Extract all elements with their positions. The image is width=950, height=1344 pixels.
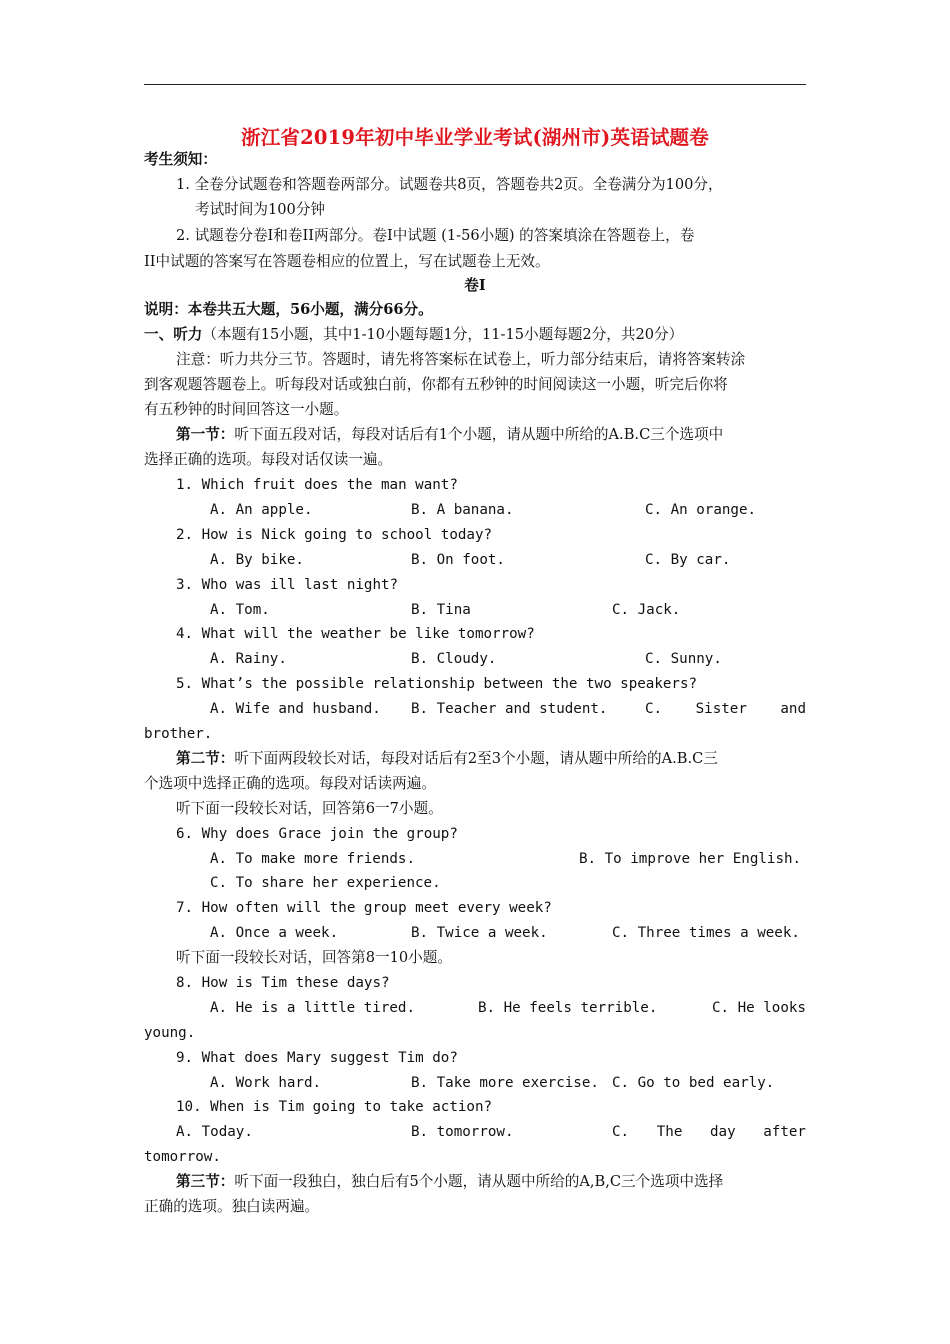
- question-4: 4. What will the weather be like tomorrow?: [176, 626, 535, 642]
- notice-heading: 考生须知：: [144, 151, 217, 168]
- notice-item-2: 2. 试题卷分卷Ⅰ和卷II两部分。卷Ⅰ中试题 (1-56小题) 的答案填涂在答题卷上，卷: [176, 227, 695, 244]
- q8-option-a: A. He is a little tired.: [210, 1000, 415, 1016]
- top-rule: [144, 84, 806, 85]
- section-2-intro-1: 听下面一段较长对话，回答第6一7小题。: [176, 800, 443, 817]
- section-3-label: 第三节：: [176, 1173, 235, 1190]
- q10-option-c-letter: C.: [612, 1124, 630, 1140]
- volume-explain: 说明：本卷共五大题，56小题，满分66分。: [144, 301, 433, 318]
- section-3-text: 听下面一段独白，独白后有5个小题，请从题中所给的A,B,C三个选项中选择: [234, 1173, 724, 1190]
- q5-option-c-word-2: and: [780, 701, 806, 717]
- q10-option-c-wrap: tomorrow.: [144, 1149, 221, 1165]
- q5-option-c-word-1: Sister: [695, 701, 747, 717]
- q4-option-c: C. Sunny.: [645, 651, 722, 667]
- q10-option-c-word-1: The: [656, 1124, 683, 1140]
- section-2-instruction-cont: 个选项中选择正确的选项。每段对话读两遍。: [144, 775, 436, 792]
- question-1: 1. Which fruit does the man want?: [176, 477, 458, 493]
- q9-option-c: C. Go to bed early.: [612, 1075, 775, 1091]
- section-3-instruction-cont: 正确的选项。独白读两遍。: [144, 1198, 320, 1215]
- q8-option-c: C. He looks: [712, 1000, 806, 1016]
- q8-option-b: B. He feels terrible.: [478, 1000, 658, 1016]
- q10-option-a: A. Today.: [176, 1124, 253, 1140]
- q10-option-c: [612, 1122, 806, 1142]
- q7-option-c: C. Three times a week.: [612, 925, 800, 941]
- q5-option-c: [645, 699, 806, 719]
- listening-attention-end: 有五秒钟的时间回答这一小题。: [144, 401, 349, 418]
- section-3-instruction: [176, 1172, 723, 1192]
- section-2-instruction: [176, 749, 718, 769]
- question-3: 3. Who was ill last night?: [176, 577, 399, 593]
- listening-attention: 注意：听力共分三节。答题时，请先将答案标在试卷上，听力部分结束后，请将答案转涂: [176, 351, 746, 368]
- q1-option-a: A. An apple.: [210, 502, 313, 518]
- q7-option-b: B. Twice a week.: [411, 925, 548, 941]
- q9-option-a: A. Work hard.: [210, 1075, 322, 1091]
- q9-option-b: B. Take more exercise.: [411, 1075, 599, 1091]
- question-10: 10. When is Tim going to take action?: [176, 1099, 493, 1115]
- volume-label: 卷Ⅰ: [464, 277, 486, 294]
- q7-option-a: A. Once a week.: [210, 925, 339, 941]
- q1-option-b: B. A banana.: [411, 502, 514, 518]
- notice-item-1-cont: 考试时间为100分钟: [195, 201, 326, 218]
- question-9: 9. What does Mary suggest Tim do?: [176, 1050, 458, 1066]
- question-6: 6. Why does Grace join the group?: [176, 826, 458, 842]
- q6-option-b: B. To improve her English.: [579, 851, 802, 867]
- q5-option-a: A. Wife and husband.: [210, 701, 381, 717]
- q3-option-c: C. Jack.: [612, 602, 681, 618]
- section-2-label: 第二节：: [176, 750, 235, 767]
- q1-option-c: C. An orange.: [645, 502, 757, 518]
- listening-note: （本题有15小题，其中1-10小题每题1分，11-15小题每题2分，共20分）: [202, 326, 684, 343]
- q2-option-c: C. By car.: [645, 552, 731, 568]
- q5-option-b: B. Teacher and student.: [411, 701, 608, 717]
- q6-option-a: A. To make more friends.: [210, 851, 415, 867]
- section-2-intro-2: 听下面一段较长对话，回答第8一10小题。: [176, 949, 452, 966]
- question-7: 7. How often will the group meet every week?: [176, 900, 552, 916]
- q5-option-c-wrap: brother.: [144, 726, 213, 742]
- notice-item-1: 1. 全卷分试题卷和答题卷两部分。试题卷共8页，答题卷共2页。全卷满分为100分，: [176, 176, 723, 193]
- question-5: 5. What’s the possible relationship between the two speakers?: [176, 676, 698, 692]
- q10-option-c-word-2: day: [710, 1124, 736, 1140]
- listening-attention-cont: 到客观题答题卷上。听每段对话或独白前，你都有五秒钟的时间阅读这一小题，听完后你将: [144, 376, 728, 393]
- section-2-text: 听下面两段较长对话，每段对话后有2至3个小题，请从题中所给的A.B.C三: [234, 750, 718, 767]
- section-1-text: 听下面五段对话，每段对话后有1个小题，请从题中所给的A.B.C三个选项中: [234, 426, 724, 443]
- q6-option-c: C. To share her experience.: [210, 875, 441, 891]
- section-1-instruction: [176, 425, 723, 445]
- q3-option-a: A. Tom.: [210, 602, 270, 618]
- section-1-instruction-cont: 选择正确的选项。每段对话仅读一遍。: [144, 451, 393, 468]
- q5-option-c-letter: C.: [645, 701, 663, 717]
- q8-option-c-wrap: young.: [144, 1025, 196, 1041]
- page-title: 浙江省2019年初中毕业学业考试(湖州市)英语试题卷: [241, 126, 709, 149]
- notice-item-2-cont: II中试题的答案写在答题卷相应的位置上，写在试题卷上无效。: [144, 253, 550, 270]
- q4-option-b: B. Cloudy.: [411, 651, 497, 667]
- q10-option-b: B. tomorrow.: [411, 1124, 514, 1140]
- q10-option-c-word-3: after: [763, 1124, 806, 1140]
- question-8: 8. How is Tim these days?: [176, 975, 390, 991]
- q2-option-b: B. On foot.: [411, 552, 505, 568]
- question-2: 2. How is Nick going to school today?: [176, 527, 493, 543]
- listening-title: 一、听力: [144, 326, 203, 343]
- q2-option-a: A. By bike.: [210, 552, 304, 568]
- q4-option-a: A. Rainy.: [210, 651, 287, 667]
- q3-option-b: B. Tina: [411, 602, 471, 618]
- listening-heading: [144, 325, 683, 345]
- section-1-label: 第一节：: [176, 426, 235, 443]
